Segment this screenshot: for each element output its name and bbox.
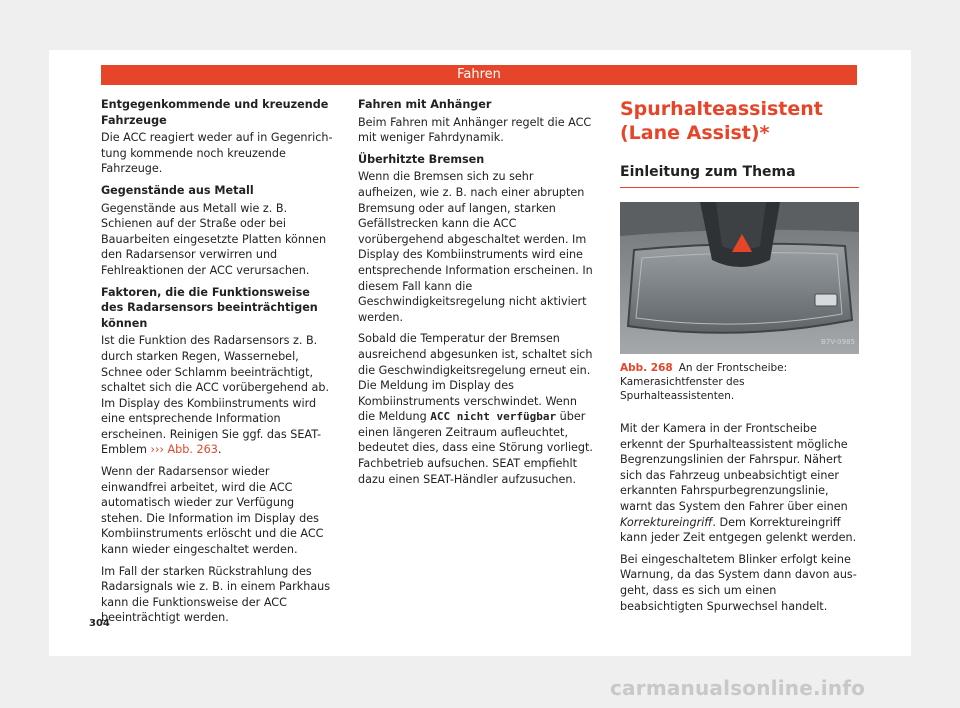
figure-code: B7V-0985 [821, 338, 855, 347]
paragraph-oncoming-vehicles: Die ACC reagiert weder auf in Gegenrichtung kommende noch kreuzende Fahrzeuge. [101, 131, 333, 176]
paragraph-lane-assist-intro: Mit der Kamera in der Frontscheibe erkennt der Spurhalteassistent mögliche Begrenzungslinien der Fahrspur. Nähert sich das Fahrzeug unbeabsichtigt einer erkannten Fahrspurbegrenzungslinie, warnt das System den Fahrer über einen Korrektureingriff. Dem Korrektureingriff kann jeder Zeit entgegen gelenkt werden. [620, 422, 857, 545]
manual-page [49, 50, 911, 656]
section-header: Fahren [101, 65, 857, 85]
chapter-title: Spurhalteassistent (Lane Assist)* [620, 98, 823, 144]
column-middle [358, 97, 594, 493]
figure-caption: Abb. 268 An der Frontscheibe: Kamerasichtfenster des Spurhalteassistenten. [620, 362, 788, 402]
watermark: carmanualsonline.info [610, 676, 866, 700]
figure-label: Abb. 268 [620, 362, 673, 374]
heading-metal-objects: Gegenstände aus Metall [101, 183, 254, 197]
heading-radar-factors: Faktoren, die die Funktionsweise des Radarsensors beeinträchtigen können [101, 285, 318, 330]
paragraph-radar-reflection: Im Fall der starken Rückstrahlung des Radarsignals wie z. B. in einem Parkhaus kann die Funktionsweise der ACC beeinträchtigt werden. [101, 564, 331, 625]
section-subtitle: Einleitung zum Thema [620, 163, 859, 188]
paragraph-trailer: Beim Fahren mit Anhänger regelt die ACC mit weniger Fahrdynamik. [358, 115, 592, 145]
heading-oncoming-vehicles: Entgegenkommende und kreuzende Fahrzeuge [101, 98, 329, 127]
figure-camera-window [620, 202, 859, 354]
column-left [101, 97, 333, 632]
paragraph-radar-restored: Wenn der Radarsensor wieder einwandfrei arbeitet, wird die ACC automatisch wieder zur Verfügung stehen. Die Information im Display des Kombiinstruments erlöscht und die ACC kann wieder eingeschaltet werden. [101, 465, 324, 557]
page-number: 304 [89, 618, 110, 629]
heading-trailer: Fahren mit Anhänger [358, 98, 492, 111]
paragraph-metal-objects: Gegenstände aus Metall wie z. B. Schienen auf der Straße oder bei Bauarbeiten eingesetzte Platten können den Radarsensor verwirren und Fehlreaktionen der ACC verursachen. [101, 201, 327, 277]
paragraph-radar-factors: Ist die Funktion des Radarsensors z. B. durch starken Regen, Wassernebel, Schnee oder Schlamm beeinträchtigt, schaltet sich die ACC vorübergehend ab. Im Display des Kombiinstruments wird eine entsprechende Information erscheinen. Reinigen Sie ggf. das SEAT-Emblem ››› Abb. 263. [101, 334, 330, 457]
paragraph-overheated-brakes: Wenn die Bremsen sich zu sehr aufheizen, wie z. B. nach einer abrupten Bremsung oder auf langen, starken Gefällstrecken kann die ACC vorübergehend abgeschaltet werden. Im Display des Kombiinstruments wird eine entsprechende Information erscheinen. In diesem Fall kann die Geschwindigkeitsregelung nicht aktiviert werden. [358, 170, 593, 324]
paragraph-turn-signal: Bei eingeschaltetem Blinker erfolgt keine Warnung, da das System dann davon ausgeht, dass es sich um einen beabsichtigten Spurwechsel handelt. [620, 552, 857, 613]
heading-overheated-brakes: Überhitzte Bremsen [358, 152, 485, 166]
paragraph-brakes-cooled: Sobald die Temperatur der Bremsen ausreichend abgesunken ist, schaltet sich die Geschwindigkeitsregelung erneut ein. Die Meldung im Display des Kombiinstruments verschwindet. Wenn die Meldung ACC nicht verfügbar über einen längeren Zeitraum aufleuchtet, bedeutet dies, dass eine Störung vorliegt. Fachbetrieb aufsuchen. SEAT empfiehlt dazu einen SEAT-Händler aufzusuchen. [358, 332, 593, 486]
camera-housing-illustration [620, 202, 859, 354]
figure-reference-link[interactable]: ››› Abb. 263 [150, 443, 218, 457]
column-right [620, 97, 859, 620]
display-message: ACC nicht verfügbar [430, 410, 557, 424]
